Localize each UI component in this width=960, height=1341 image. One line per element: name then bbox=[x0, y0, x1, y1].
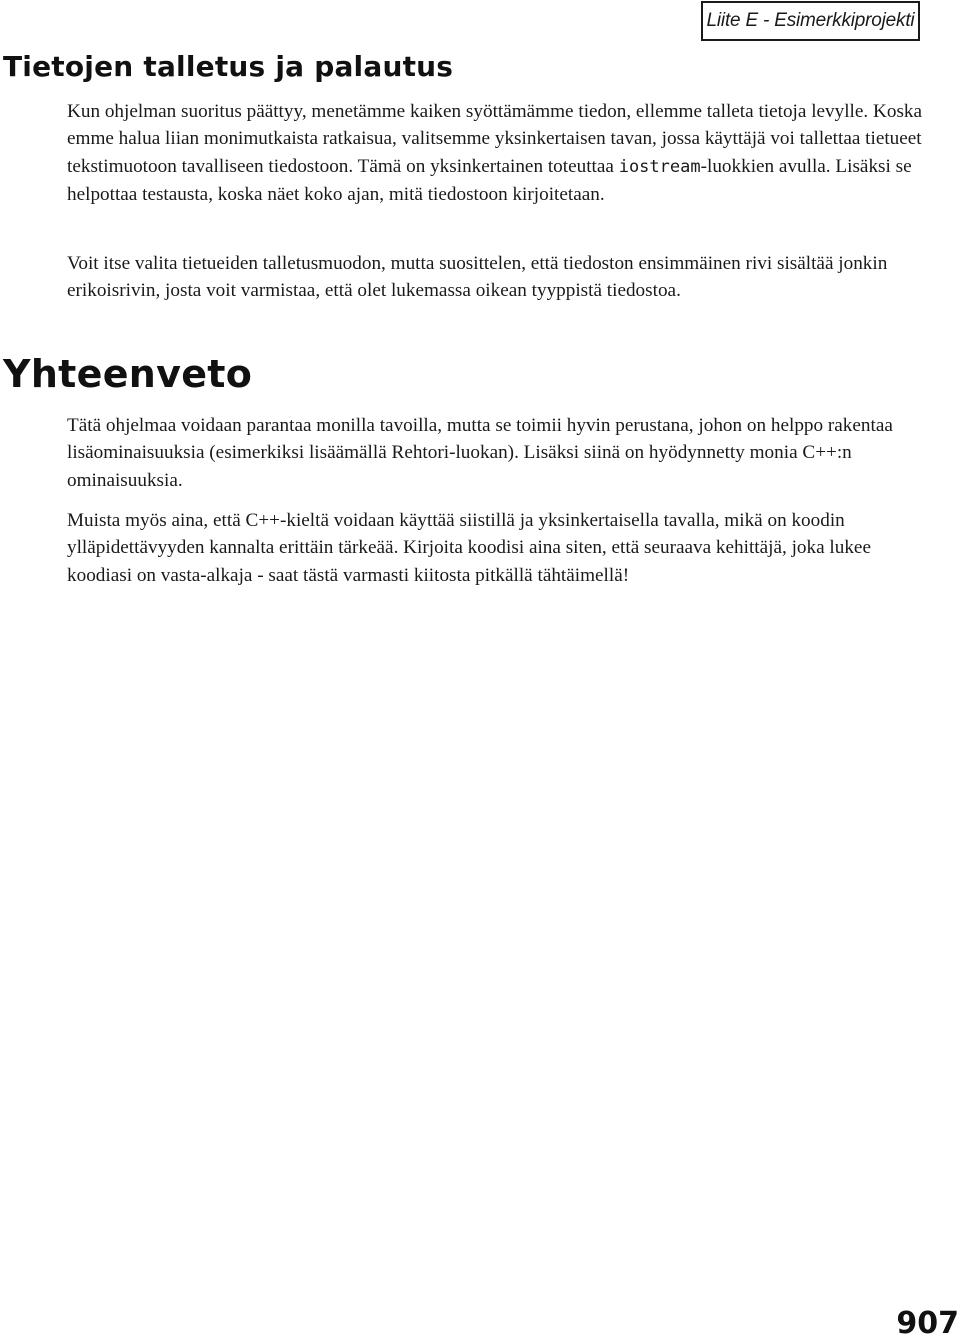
section-heading-storage: Tietojen talletus ja palautus bbox=[3, 50, 454, 83]
summary-paragraph-1: Tätä ohjelmaa voidaan parantaa monilla tavoilla, mutta se toimii hyvin perustana, johon on helppo rakentaa lisäominaisuuksia (esimerkiksi lisäämällä Rehtori-luokan). Lisäksi siinä on hyödynnetty monia C++:n ominaisuuksia. bbox=[67, 415, 893, 491]
chapter-header-label: Liite E - Esimerkkiprojekti bbox=[706, 10, 915, 31]
page-number: 907 bbox=[896, 1306, 959, 1341]
chapter-header-box bbox=[701, 1, 920, 41]
storage-paragraph-1-text-b: -luokkien avulla. Lisäksi se helpottaa testausta, koska näet koko ajan, mitä tiedostoon kirjoitetaan. bbox=[67, 155, 912, 205]
iostream-code: iostream bbox=[618, 156, 701, 177]
storage-paragraph-1-text-a: Kun ohjelman suoritus päättyy, menetämme kaiken syöttämämme tiedon, ellemme talleta tietoja levylle. Koska emme halua liian monimutkaista ratkaisua, valitsemme yksinkertaisen tavan, jossa käyttäjä voi tallettaa tietueet tekstimuotoon tavalliseen tiedostoon. Tämä on yksinkertainen toteuttaa bbox=[67, 101, 923, 177]
summary-paragraph-2: Muista myös aina, että C++-kieltä voidaan käyttää siistillä ja yksinkertaisella tavalla, mikä on koodin ylläpidettävyyden kannalta erittäin tärkeää. Kirjoita koodisi aina siten, että seuraava kehittäjä, joka lukee koodiasi on vasta-alkaja - saat tästä varmasti kiitosta pitkällä tähtäimellä! bbox=[67, 510, 871, 586]
storage-paragraph-1 bbox=[67, 98, 927, 208]
section-heading-summary: Yhteenveto bbox=[3, 352, 253, 396]
storage-paragraph-2: Voit itse valita tietueiden talletusmuodon, mutta suosittelen, että tiedoston ensimmäinen rivi sisältää jonkin erikoisrivin, josta voit varmistaa, että olet lukemassa oikean tyyppistä tiedostoa. bbox=[67, 253, 888, 302]
